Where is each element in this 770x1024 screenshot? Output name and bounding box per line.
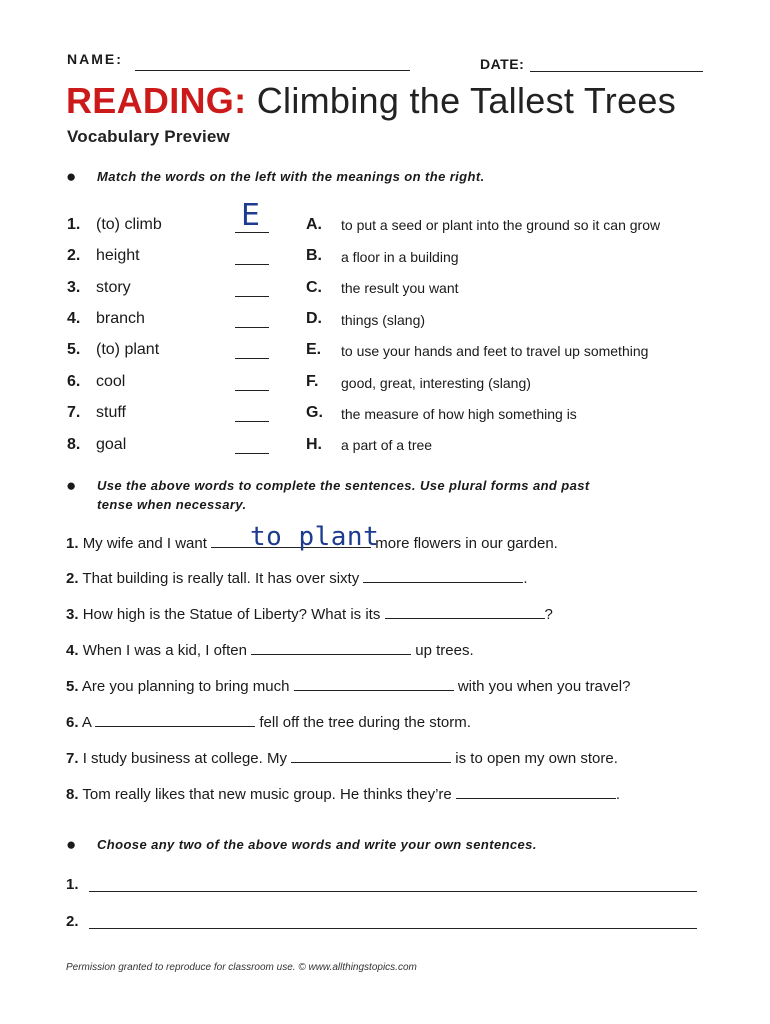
sentence-number: 8. [66, 786, 79, 803]
meaning-letter: D. [306, 310, 322, 327]
footer-permission: Permission granted to reproduce for classroom use. © www.allthingstopics.com [66, 962, 417, 973]
sentence-text-after: fell off the tree during the storm. [255, 714, 471, 731]
meaning-text: a floor in a building [341, 249, 459, 265]
sentence-text-after: ? [544, 606, 553, 623]
section-subtitle: Vocabulary Preview [67, 127, 230, 146]
bullet-icon: ● [66, 835, 77, 854]
meaning-letter: F. [306, 373, 319, 390]
sentence-number: 4. [66, 642, 79, 659]
sentence-blank[interactable] [95, 714, 255, 727]
meaning-text: the measure of how high something is [341, 406, 577, 422]
sentence-number: 7. [66, 750, 79, 767]
meaning-text: to use your hands and feet to travel up something [341, 343, 649, 359]
own-sentence-number: 2. [66, 913, 79, 930]
sentence-blank[interactable] [294, 678, 454, 691]
vocab-answer-blank[interactable] [235, 358, 269, 359]
own-sentence-line[interactable] [89, 928, 697, 929]
date-field[interactable] [530, 71, 703, 72]
sentence-text-before: When I was a kid, I often [82, 642, 252, 659]
sentence-text-after: . [523, 570, 528, 587]
meaning-letter: G. [306, 404, 323, 421]
sentence-item [66, 642, 474, 659]
handwritten-answer: to plant [250, 522, 380, 552]
vocab-answer-blank[interactable] [235, 421, 269, 422]
sentence-text-before: Tom really likes that new music group. He thinks they’re [82, 786, 456, 803]
meaning-text: a part of a tree [341, 437, 433, 453]
sentence-number: 6. [66, 714, 79, 731]
meaning-text: to put a seed or plant into the ground so it can grow [341, 217, 661, 233]
name-field[interactable] [135, 70, 410, 71]
instruction-complete: Use the above words to complete the sentences. Use plural forms and past [97, 478, 590, 493]
meaning-text: the result you want [341, 280, 459, 296]
meaning-letter: A. [306, 216, 322, 233]
sentence-item [66, 606, 553, 623]
own-sentence-line[interactable] [89, 891, 697, 892]
meaning-letter: H. [306, 436, 322, 453]
sentence-text-after: . [615, 786, 621, 803]
sentence-number: 5. [66, 678, 79, 695]
page-title [66, 80, 676, 122]
sentence-item [66, 678, 630, 695]
sentence-text-before: How high is the Statue of Liberty? What is its [82, 606, 385, 623]
sentence-blank[interactable] [456, 786, 616, 799]
bullet-icon: ● [66, 476, 77, 495]
vocab-word: goal [96, 436, 127, 453]
instruction-choose: Choose any two of the above words and write your own sentences. [97, 837, 537, 852]
sentence-text-before: A [81, 714, 96, 731]
sentence-item [66, 570, 528, 587]
sentence-text-after: up trees. [411, 642, 474, 659]
sentence-number: 2. [66, 570, 79, 587]
vocab-number: 1. [67, 216, 81, 233]
vocab-answer-blank[interactable] [235, 453, 269, 454]
sentence-text-before: That building is really tall. It has over sixty [82, 570, 364, 587]
own-sentence-number: 1. [66, 876, 79, 893]
vocab-number: 2. [67, 247, 81, 264]
vocab-answer-blank[interactable] [235, 264, 269, 265]
sentence-item [66, 750, 618, 767]
sentence-text-before: Are you planning to bring much [81, 678, 294, 695]
handwritten-answer: E [241, 198, 260, 233]
sentence-text-after: more flowers in our garden. [371, 535, 558, 552]
vocab-word: (to) climb [96, 216, 162, 233]
vocab-number: 8. [67, 436, 81, 453]
vocab-number: 6. [67, 373, 81, 390]
vocab-word: height [96, 247, 140, 264]
vocab-number: 7. [67, 404, 81, 421]
sentence-text-before: I study business at college. My [82, 750, 292, 767]
sentence-text-before: My wife and I want [82, 535, 212, 552]
sentence-blank[interactable] [251, 642, 411, 655]
meaning-letter: E. [306, 341, 322, 358]
vocab-answer-blank[interactable] [235, 327, 269, 328]
vocab-word: stuff [96, 404, 126, 421]
bullet-icon: ● [66, 167, 77, 186]
vocab-number: 3. [67, 279, 81, 296]
vocab-answer-blank[interactable] [235, 390, 269, 391]
name-label: NAME: [67, 51, 123, 67]
vocab-word: (to) plant [96, 341, 160, 358]
vocab-word: cool [96, 373, 126, 390]
date-label: DATE: [480, 56, 525, 72]
vocab-number: 5. [67, 341, 81, 358]
vocab-word: story [96, 279, 131, 296]
meaning-letter: B. [306, 247, 322, 264]
sentence-blank[interactable] [385, 606, 545, 619]
instruction-match: Match the words on the left with the meanings on the right. [97, 169, 485, 184]
sentence-blank[interactable] [291, 750, 451, 763]
sentence-item [66, 714, 471, 731]
sentence-item [66, 786, 620, 803]
vocab-word: branch [96, 310, 145, 327]
meaning-text: things (slang) [341, 312, 426, 328]
title-text: Climbing the Tallest Trees [256, 80, 677, 121]
meaning-text: good, great, interesting (slang) [341, 375, 531, 391]
vocab-number: 4. [67, 310, 81, 327]
meaning-letter: C. [306, 279, 322, 296]
sentence-text-after: is to open my own store. [451, 750, 618, 767]
sentence-number: 3. [66, 606, 79, 623]
sentence-text-after: with you when you travel? [453, 678, 631, 695]
sentence-number: 1. [66, 535, 79, 552]
sentence-blank[interactable] [363, 570, 523, 583]
instruction-complete-cont: tense when necessary. [97, 497, 247, 512]
vocab-answer-blank[interactable] [235, 296, 269, 297]
title-prefix: READING: [66, 80, 247, 121]
